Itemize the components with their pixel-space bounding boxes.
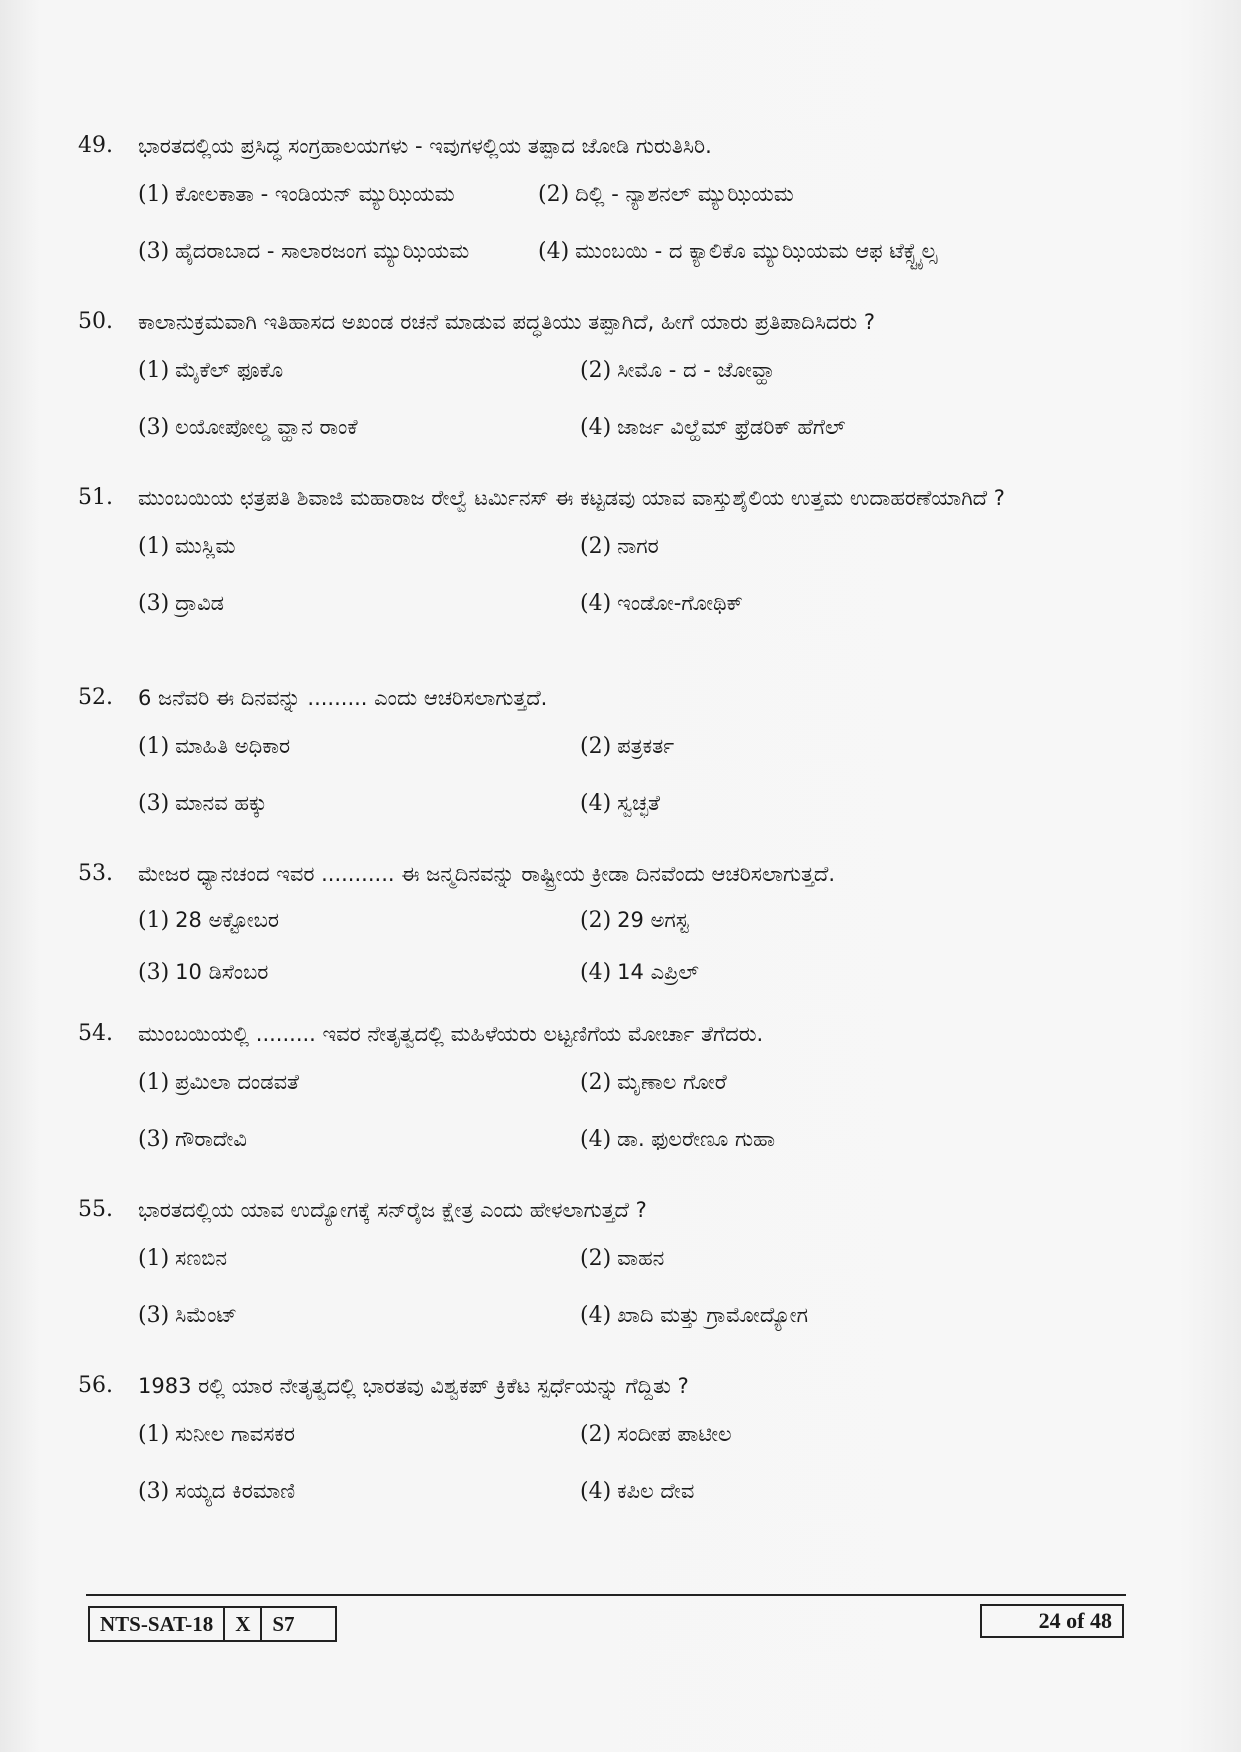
option-text: ಹೈದರಾಬಾದ - ಸಾಲಾರಜಂಗ ಮ್ಯುಝಿಯಮ — [175, 239, 470, 263]
option-number: (2) — [580, 907, 612, 933]
question-text: ಮುಂಬಯಿಯ ಛತ್ರಪತಿ ಶಿವಾಜಿ ಮಹಾರಾಜ ರೇಲ್ವೆ ಟರ್ಮಿನಸ್ ಈ ಕಟ್ಟಡವು ಯಾವ ವಾಸ್ತುಶೈಲಿಯ ಉತ್ತಮ ಉದಾಹರಣೆಯಾಗಿದೆ ? — [138, 486, 1005, 510]
option-text: ಡಾ. ಫುಲರೇಣೂ ಗುಹಾ — [617, 1127, 775, 1151]
options — [138, 342, 1138, 456]
option-number: (3) — [138, 791, 170, 816]
option-text: ಕೋಲಕಾತಾ - ಇಂಡಿಯನ್ ಮ್ಯುಝಿಯಮ — [175, 182, 455, 206]
option-4 — [580, 1127, 1022, 1152]
option-text: ಜಾರ್ಜ ವಿಲ್ಹೆಮ್ ಫ್ರೆಡರಿಕ್ ಹೆಗೆಲ್ — [617, 415, 846, 439]
question-number: 54. — [78, 1021, 113, 1046]
option-text: ಪತ್ರಕರ್ತ — [617, 734, 675, 758]
option-3 — [138, 591, 580, 616]
option-3 — [138, 1303, 580, 1328]
option-number: (4) — [580, 959, 612, 985]
option-number: (2) — [580, 734, 612, 759]
option-number: (3) — [138, 239, 170, 264]
option-2 — [580, 734, 1022, 759]
option-text: ಸಣಬಿನ — [175, 1246, 227, 1270]
option-2 — [580, 534, 1022, 559]
option-number: (4) — [538, 239, 570, 264]
option-number: (2) — [580, 1070, 612, 1095]
option-text: ನಾಗರ — [617, 534, 659, 558]
option-3 — [138, 1127, 580, 1152]
question-number: 52. — [78, 685, 113, 710]
option-text: ಸೀಮೊ - ದ - ಜೋವ್ಹಾ — [617, 358, 776, 382]
option-2 — [580, 1070, 1022, 1095]
option-2 — [580, 358, 1022, 383]
option-number: (4) — [580, 1127, 612, 1152]
option-number: (1) — [138, 534, 170, 559]
option-text: 14 ಎಪ್ರಿಲ್ — [617, 959, 699, 984]
option-1 — [138, 182, 538, 207]
question-text: ಮುಂಬಯಿಯಲ್ಲಿ ......... ಇವರ ನೇತೃತ್ವದಲ್ಲಿ ಮಹಿಳೆಯರು ಲಟ್ಟಣಿಗೆಯ ಮೋರ್ಚಾ ತೆಗೆದರು. — [138, 1022, 764, 1046]
question-number: 55. — [78, 1197, 113, 1222]
option-number: (4) — [580, 1303, 612, 1328]
option-text: ಸ್ವಚ್ಛತೆ — [617, 791, 661, 815]
option-number: (4) — [580, 791, 612, 816]
options — [138, 1054, 1138, 1168]
option-text: 28 ಅಕ್ಟೋಬರ — [175, 907, 279, 932]
question-51 — [78, 478, 1138, 678]
option-1 — [138, 358, 580, 383]
option-number: (2) — [580, 358, 612, 383]
option-1 — [138, 1246, 580, 1271]
question-50 — [78, 302, 1138, 478]
option-3 — [138, 415, 580, 440]
question-text: ಭಾರತದಲ್ಲಿಯ ಪ್ರಸಿದ್ಧ ಸಂಗ್ರಹಾಲಯಗಳು - ಇವುಗಳಲ್ಲಿಯ ತಪ್ಪಾದ ಜೋಡಿ ಗುರುತಿಸಿರಿ. — [138, 134, 712, 158]
question-number: 56. — [78, 1373, 113, 1398]
option-1 — [138, 1422, 580, 1447]
option-text: ಮಾನವ ಹಕ್ಕು — [175, 791, 268, 815]
option-3 — [138, 239, 538, 264]
option-number: (3) — [138, 591, 170, 616]
option-4 — [580, 960, 1022, 985]
option-2 — [580, 1246, 1022, 1271]
question-55 — [78, 1190, 1138, 1366]
option-1 — [138, 1070, 580, 1095]
exam-code: NTS-SAT-18 — [90, 1608, 225, 1640]
option-1 — [138, 534, 580, 559]
question-52 — [78, 678, 1138, 854]
exam-code-box — [88, 1606, 337, 1642]
option-number: (1) — [138, 358, 170, 383]
option-number: (1) — [138, 907, 170, 933]
option-text: ಮುಂಬಯಿ - ದ ಕ್ಯಾಲಿಕೊ ಮ್ಯುಝಿಯಮ ಆಫ ಟೆಕ್ಸ್ಟೈಲ್ಸ — [575, 239, 938, 263]
question-54 — [78, 1014, 1138, 1190]
question-56 — [78, 1366, 1138, 1542]
options — [138, 518, 1138, 632]
question-text: 1983 ರಲ್ಲಿ ಯಾರ ನೇತೃತ್ವದಲ್ಲಿ ಭಾರತವು ವಿಶ್ವಕಪ್ ಕ್ರಿಕೆಟ ಸ್ಪರ್ಧೆಯನ್ನು ಗೆದ್ದಿತು ? — [138, 1374, 689, 1398]
exam-set: S7 — [272, 1611, 295, 1636]
option-text: ಸುನೀಲ ಗಾವಸಕರ — [175, 1422, 295, 1446]
option-text: ಮೈಕೆಲ್ ಫೂಕೊ — [175, 358, 284, 382]
option-number: (4) — [580, 1479, 612, 1504]
question-53 — [78, 854, 1138, 1014]
option-2 — [538, 182, 980, 207]
option-text: ಸಯ್ಯದ ಕಿರಮಾಣಿ — [175, 1479, 296, 1503]
option-text: ವಾಹನ — [617, 1246, 665, 1270]
option-text: ಮೃಣಾಲ ಗೋರೆ — [617, 1070, 727, 1094]
option-4 — [580, 591, 1022, 616]
page-number-box — [980, 1604, 1124, 1638]
options — [138, 166, 1138, 280]
option-text: 10 ಡಿಸೆಂಬರ — [175, 959, 269, 984]
option-number: (2) — [538, 182, 570, 207]
option-number: (2) — [580, 1246, 612, 1271]
option-number: (2) — [580, 534, 612, 559]
option-number: (1) — [138, 1422, 170, 1447]
option-number: (1) — [138, 182, 170, 207]
options — [138, 1230, 1138, 1344]
option-2 — [580, 1422, 1022, 1447]
option-3 — [138, 791, 580, 816]
option-4 — [538, 239, 980, 264]
option-number: (3) — [138, 1479, 170, 1504]
question-number: 50. — [78, 309, 113, 334]
question-list — [78, 126, 1138, 1542]
option-number: (1) — [138, 734, 170, 759]
option-text: ಪ್ರಮಿಲಾ ದಂಡವತೆ — [175, 1070, 300, 1094]
options — [138, 894, 1138, 998]
question-text: ಕಾಲಾನುಕ್ರಮವಾಗಿ ಇತಿಹಾಸದ ಅಖಂಡ ರಚನೆ ಮಾಡುವ ಪದ್ಧತಿಯು ತಪ್ಪಾಗಿದೆ, ಹೀಗೆ ಯಾರು ಪ್ರತಿಪಾದಿಸಿದರು ? — [138, 310, 876, 334]
option-text: ಸಿಮೆಂಟ್ — [175, 1303, 237, 1327]
option-number: (4) — [580, 415, 612, 440]
question-number: 51. — [78, 485, 113, 510]
option-number: (1) — [138, 1246, 170, 1271]
question-number: 49. — [78, 133, 113, 158]
question-49 — [78, 126, 1138, 302]
page-number: 24 of 48 — [1038, 1608, 1112, 1633]
option-text: ಮುಸ್ಲಿಮ — [175, 534, 236, 558]
option-text: ಸಂದೀಪ ಪಾಟೀಲ — [617, 1422, 732, 1446]
option-number: (2) — [580, 1422, 612, 1447]
option-text: 29 ಅಗಸ್ಟ — [617, 907, 689, 932]
option-3 — [138, 960, 580, 985]
option-4 — [580, 415, 1022, 440]
option-text: ಮಾಹಿತಿ ಅಧಿಕಾರ — [175, 734, 291, 758]
option-text: ಇಂಡೋ-ಗೋಥಿಕ್ — [617, 591, 743, 615]
option-1 — [138, 734, 580, 759]
options — [138, 718, 1138, 832]
option-3 — [138, 1479, 580, 1504]
option-number: (3) — [138, 1127, 170, 1152]
option-text: ಲಯೋಪೋಲ್ಡ ವ್ಹಾನ ರಾಂಕೆ — [175, 415, 358, 439]
option-text: ಗೌರಾದೇವಿ — [175, 1127, 247, 1151]
option-number: (4) — [580, 591, 612, 616]
question-text: ಭಾರತದಲ್ಲಿಯ ಯಾವ ಉದ್ಯೋಗಕ್ಕೆ ಸನ್‌ರೈಜ ಕ್ಷೇತ್ರ ಎಂದು ಹೇಳಲಾಗುತ್ತದೆ ? — [138, 1198, 647, 1222]
exam-class: X — [225, 1608, 262, 1640]
option-text: ಕಪಿಲ ದೇವ — [617, 1479, 695, 1503]
question-number: 53. — [78, 861, 113, 886]
footer-divider — [86, 1594, 1126, 1596]
option-text: ದಿಲ್ಲಿ - ನ್ಯಾಶನಲ್ ಮ್ಯುಝಿಯಮ — [575, 182, 794, 206]
option-number: (3) — [138, 415, 170, 440]
options — [138, 1406, 1138, 1520]
option-4 — [580, 1479, 1022, 1504]
option-4 — [580, 1303, 1022, 1328]
option-4 — [580, 791, 1022, 816]
question-text: ಮೇಜರ ಧ್ಯಾನಚಂದ ಇವರ ........... ಈ ಜನ್ಮದಿನವನ್ನು ರಾಷ್ಟ್ರೀಯ ಕ್ರೀಡಾ ದಿನವೆಂದು ಆಚರಿಸಲಾಗುತ್ತದೆ. — [138, 862, 836, 886]
option-text: ದ್ರಾವಿಡ — [175, 591, 224, 615]
option-number: (3) — [138, 1303, 170, 1328]
option-number: (1) — [138, 1070, 170, 1095]
option-1 — [138, 908, 580, 933]
option-text: ಖಾದಿ ಮತ್ತು ಗ್ರಾಮೋದ್ಯೋಗ — [617, 1303, 808, 1327]
question-text: 6 ಜನೆವರಿ ಈ ದಿನವನ್ನು ......... ಎಂದು ಆಚರಿಸಲಾಗುತ್ತದೆ. — [138, 686, 548, 710]
option-number: (3) — [138, 959, 170, 985]
option-2 — [580, 908, 1022, 933]
